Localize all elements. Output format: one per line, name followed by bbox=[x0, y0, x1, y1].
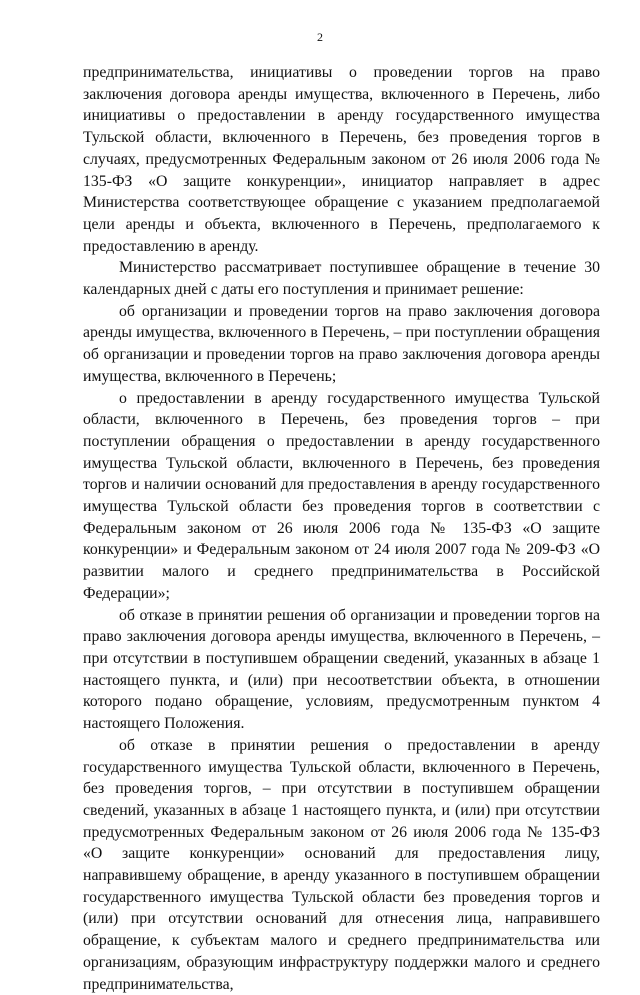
paragraph-refusal-tender: об отказе в принятии решения об организации и проведении торгов на право заключения договора аренды имущества, включенного в Перечень, – при отсутствии в поступившем обращении сведений, указанных в абзаце 1 настоящего пункта, и (или) при несоответствии объекта, в отношении которого подано обращение, условиям, предусмотренным пунктом 4 настоящего Положения. bbox=[83, 606, 600, 733]
paragraph-refusal-lease: об отказе в принятии решения о предоставлении в аренду государственного имущества Тульской области, включенного в Перечень, без проведения торгов, – при отсутствии в поступившем обращении сведений, указанных в абзаце 1 настоящего пункта, и (или) при отсутствии предусмотренных Федеральным законом от 26 июля 2006 года № 135-ФЗ «О защите конкуренции» оснований для предоставления лицу, направившему обращение, в аренду указанного в поступившем обращении государственного имущества Тульской области без проведения торгов и (или) при отсутствии оснований для отнесения лица, направившего обращение, к субъектам малого и среднего предпринимательства или организациям, образующим инфраструктуру поддержки малого и среднего предпринимательства, bbox=[83, 736, 600, 993]
paragraph-decision-tender: об организации и проведении торгов на право заключения договора аренды имущества, включенного в Перечень, – при поступлении обращения об организации и проведении торгов на право заключения договора аренды имущества, включенного в Перечень; bbox=[83, 302, 600, 385]
paragraph-decision-lease-without-tender: о предоставлении в аренду государственного имущества Тульской области, включенного в Перечень, без проведения торгов – при поступлении обращения о предоставлении в аренду государственного имущества Тульской области, включенного в Перечень, без проведения торгов и наличии оснований для предоставления в аренду государственного имущества Тульской области без проведения торгов в соответствии с Федеральным законом от 26 июля 2006 года № 135-ФЗ «О защите конкуренции» и Федеральным законом от 24 июля 2007 года № 209-ФЗ «О развитии малого и среднего предпринимательства в Российской Федерации»; bbox=[83, 389, 600, 602]
page-number: 2 bbox=[317, 30, 323, 44]
paragraph-initiative-continuation: предпринимательства, инициативы о проведении торгов на право заключения договора аренды имущества, включенного в Перечень, либо инициативы о предоставлении в аренду государственного имущества Тульской области, включенного в Перечень, без проведения торгов в случаях, предусмотренных Федеральным законом от 26 июля 2006 года № 135-ФЗ «О защите конкуренции», инициатор направляет в адрес Министерства соответствующее обращение с указанием предполагаемой цели аренды и объекта, включенного в Перечень, предполагаемого к предоставлению в аренду. bbox=[83, 64, 600, 255]
document-body bbox=[83, 62, 600, 995]
paragraph-ministry-review: Министерство рассматривает поступившее обращение в течение 30 календарных дней с даты его поступления и принимает решение: bbox=[83, 259, 600, 299]
